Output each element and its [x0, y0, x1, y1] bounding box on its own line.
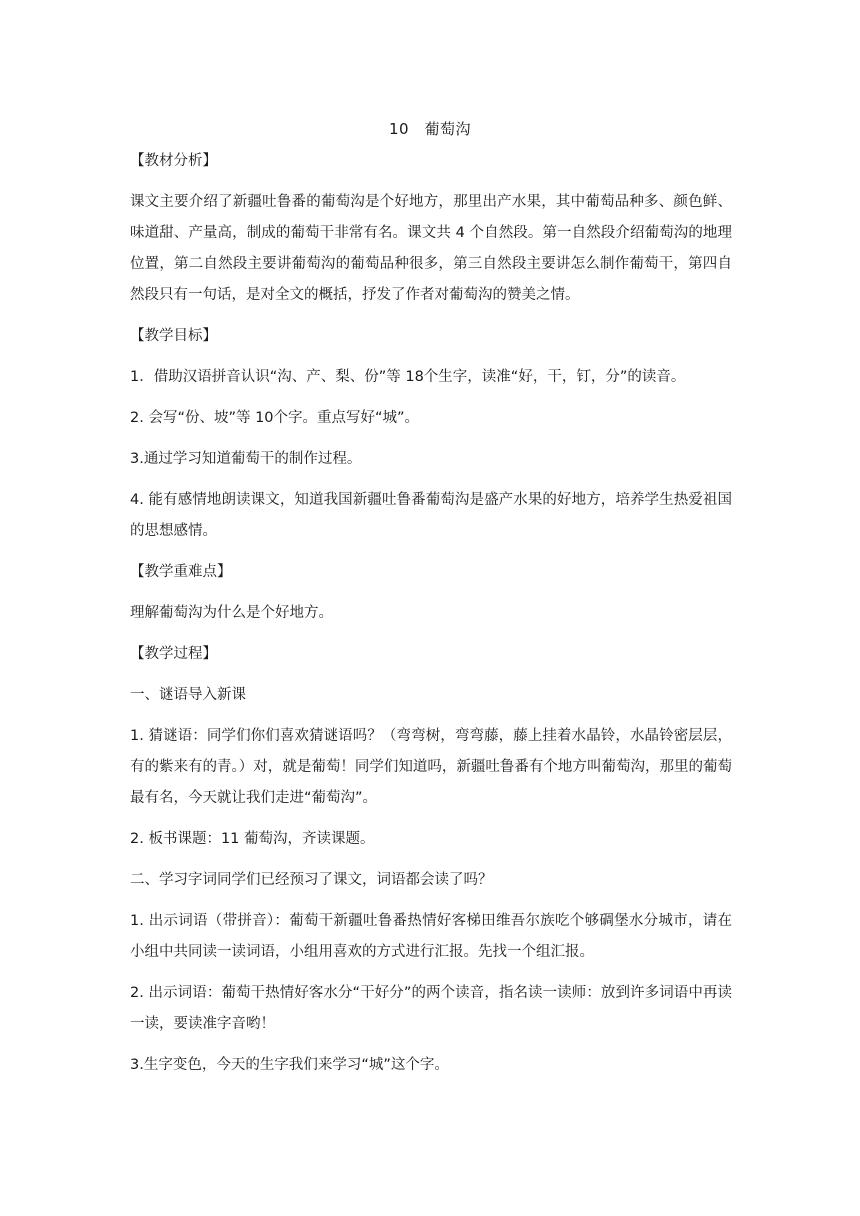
paragraph-analysis: 课文主要介绍了新疆吐鲁番的葡萄沟是个好地方，那里出产水果，其中葡萄品种多、颜色鲜、味道甜、产量高，制成的葡萄干非常有名。课文共 4 个自然段。第一自然段介绍葡萄沟的地理位置，第二自然段主要讲葡萄沟的葡萄品种很多，第三自然段主要讲怎么制作葡萄干，第四自然段只有一句话，是对全文的概括，抒发了作者对葡萄沟的赞美之情。	[130, 194, 732, 303]
process-step-2-item-2: 2. 出示词语：葡萄干热情好客水分“干好分”的两个读音，指名读一读师：放到许多词语中再读一读，要读准字音哟！	[130, 985, 732, 1032]
process-step-1-item-2: 2. 板书课题：11 葡萄沟，齐读课题。	[130, 831, 375, 847]
section-heading-process: 【教学过程】	[130, 646, 217, 662]
section-heading-key-points: 【教学重难点】	[130, 564, 232, 580]
document-body	[130, 146, 732, 1081]
goal-item-1: 1．借助汉语拼音认识“沟、产、梨、份”等 18个生字，读准“好，干，钉，分”的读音。	[130, 369, 686, 385]
process-step-2-heading: 二、学习字词同学们已经预习了课文，词语都会读了吗？	[130, 872, 493, 888]
process-step-2-item-1: 1. 出示词语（带拼音）：葡萄干新疆吐鲁番热情好客梯田维吾尔族吃个够碉堡水分城市，请在小组中共同读一读词语，小组用喜欢的方式进行汇报。先找一个组汇报。	[130, 913, 732, 960]
process-step-2-item-3: 3.生字变色，今天的生字我们来学习“城”这个字。	[130, 1057, 449, 1073]
goal-item-4: 4. 能有感情地朗读课文，知道我国新疆吐鲁番葡萄沟是盛产水果的好地方，培养学生热爱祖国的思想感情。	[130, 492, 732, 539]
paragraph-key-points: 理解葡萄沟为什么是个好地方。	[130, 605, 333, 621]
document-title: 10 葡萄沟	[388, 120, 472, 138]
section-heading-analysis: 【教材分析】	[130, 153, 217, 169]
goal-item-3: 3.通过学习知道葡萄干的制作过程。	[130, 451, 362, 467]
section-heading-goals: 【教学目标】	[130, 328, 217, 344]
process-step-1-heading: 一、谜语导入新课	[130, 687, 246, 703]
goal-item-2: 2. 会写“份、坡”等 10个字。重点写好“城”。	[130, 410, 420, 426]
process-step-1-item-1: 1. 猜谜语：同学们你们喜欢猜谜语吗？（弯弯树，弯弯藤，藤上挂着水晶铃，水晶铃密层层，有的紫来有的青。）对，就是葡萄！同学们知道吗，新疆吐鲁番有个地方叫葡萄沟，那里的葡萄最有名，今天就让我们走进“葡萄沟”。	[130, 728, 732, 806]
